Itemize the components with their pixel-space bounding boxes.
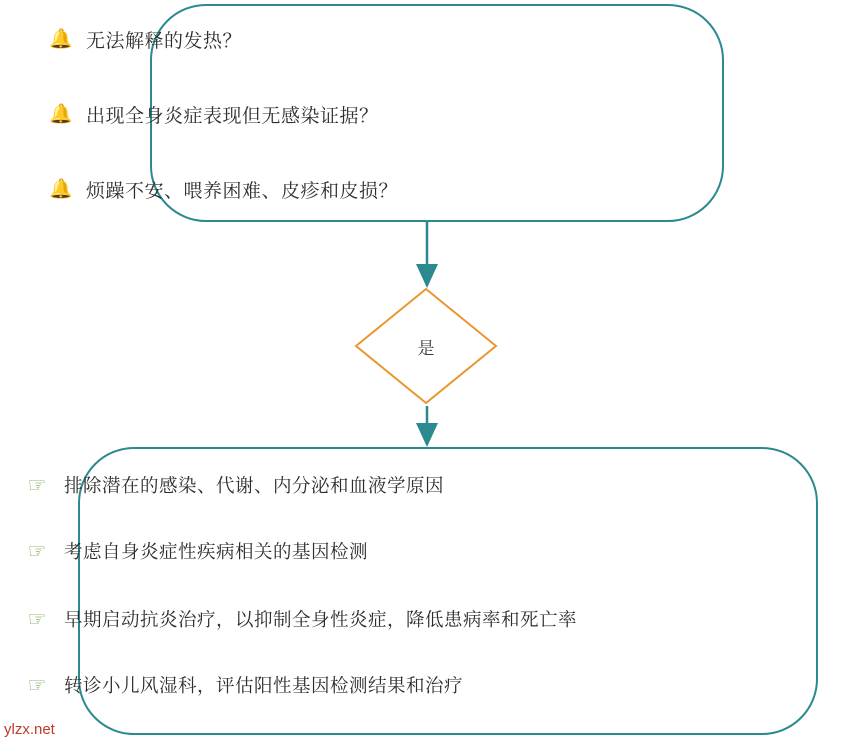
symptom-item-3-label: 烦躁不安、喂养困难、皮疹和皮损？ [86,181,399,202]
action-item-1-label: 排除潜在的感染、代谢、内分泌和血液学原因 [64,475,445,496]
action-item-3-label: 早期启动抗炎治疗，以抑制全身性炎症，降低患病率和死亡率 [64,609,578,630]
pointing-hand-icon: ☞ [27,673,47,697]
symptom-item-2 [48,101,379,128]
decision-label: 是 [417,338,435,358]
pointing-hand-icon: ☞ [27,473,47,497]
decision-diamond [353,286,499,406]
action-item-2-label: 考虑自身炎症性疾病相关的基因检测 [64,541,369,562]
watermark: ylzx.net [4,721,55,738]
action-item-4-label: 转诊小儿风湿科，评估阳性基因检测结果和治疗 [64,675,464,696]
symptom-item-3 [48,176,398,203]
pointing-hand-icon: ☞ [27,607,47,631]
action-item-3 [24,606,577,632]
symptom-item-2-label: 出现全身炎症表现但无感染证据？ [86,106,379,127]
symptom-item-1-label: 无法解释的发热？ [86,31,243,52]
pointing-hand-icon: ☞ [27,539,47,563]
symptom-item-1 [48,26,242,53]
bell-icon: 🔔 [49,104,73,125]
action-item-1 [24,472,444,498]
action-item-4 [24,672,463,698]
action-item-2 [24,538,368,564]
bell-icon: 🔔 [49,179,73,200]
bell-icon: 🔔 [49,29,73,50]
